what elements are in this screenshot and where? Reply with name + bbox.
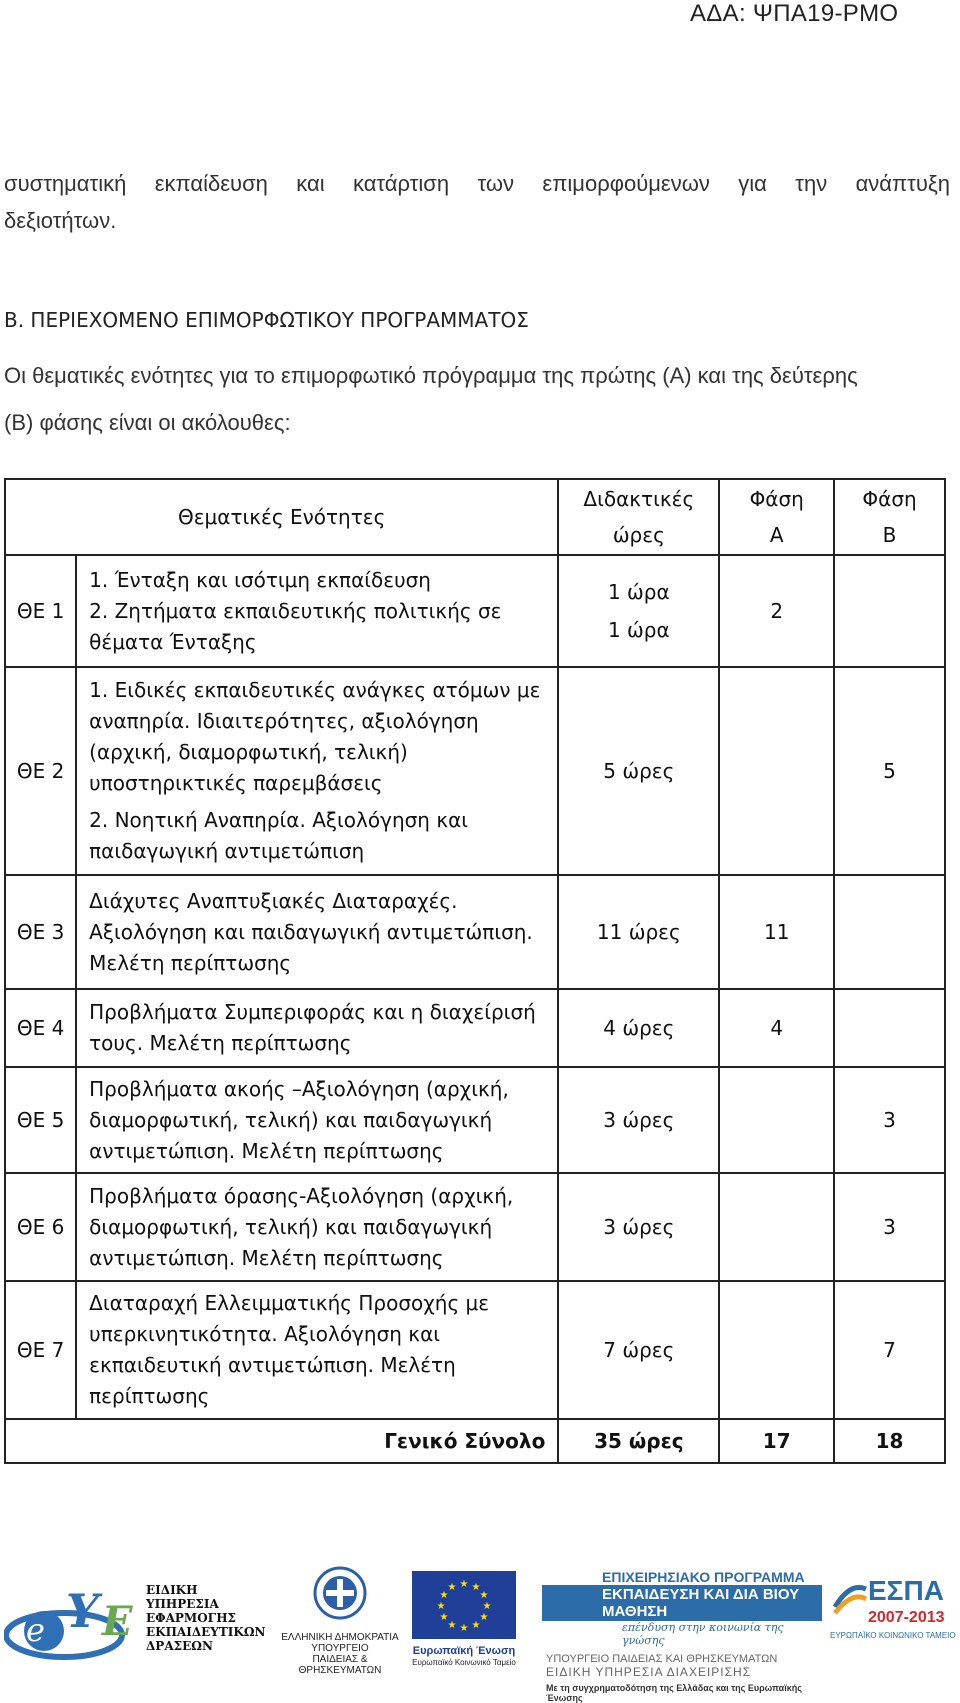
svg-text:★: ★ <box>459 1579 469 1590</box>
row-topics: Προβλήματα Συμπεριφοράς και η διαχείρισή τους. Μελέτη περίπτωσης <box>76 989 558 1067</box>
epek-text-line: ΥΠΟΥΡΓΕΙΟ ΠΑΙΔΕΙΑΣ ΚΑΙ ΘΡΗΣΚΕΥΜΑΤΩΝ <box>546 1653 778 1665</box>
espa-logo <box>830 1575 956 1655</box>
epek-text-line: επένδυση στην κοινωνία της γνώσης <box>622 1621 784 1647</box>
row-phase-a: 2 <box>719 555 834 667</box>
row-hours: 3 ώρες <box>558 1173 719 1281</box>
header-hours <box>558 479 719 555</box>
header-phase-b-line-1: Φάση <box>862 487 917 511</box>
row-hours: 3 ώρες <box>558 1067 719 1173</box>
eu-text-line: Ευρωπαϊκή Ένωση <box>412 1645 516 1657</box>
row-phase-a <box>719 1281 834 1419</box>
row-code: ΘΕ 3 <box>5 875 76 989</box>
row-hours: 7 ώρες <box>558 1281 719 1419</box>
row-phase-b <box>834 555 945 667</box>
row-phase-b: 3 <box>834 1067 945 1173</box>
row-topic: 1. Ένταξη και ισότιμη εκπαίδευση <box>89 567 431 592</box>
program-table <box>4 478 946 1464</box>
row-topic: 2. Νοητική Αναπηρία. Αξιολόγηση και παιδαγωγική αντιμετώπιση <box>89 808 469 863</box>
svg-text:★: ★ <box>439 1612 449 1623</box>
epek-text-line: ΕΚΠΑΙΔΕΥΣΗ ΚΑΙ ΔΙΑ ΒΙΟΥ ΜΑΘΗΣΗ <box>542 1585 822 1621</box>
svg-text:★: ★ <box>471 1582 481 1593</box>
row-phase-a <box>719 1173 834 1281</box>
row-phase-a: 4 <box>719 989 834 1067</box>
row-hours: 11 ώρες <box>558 875 719 989</box>
svg-text:★: ★ <box>436 1601 446 1612</box>
svg-text:★: ★ <box>479 1590 489 1601</box>
svg-text:★: ★ <box>439 1590 449 1601</box>
greek-seal-icon <box>270 1565 410 1621</box>
header-phase-a-line-2: Α <box>769 523 784 547</box>
row-phase-b: 3 <box>834 1173 945 1281</box>
row-code: ΘΕ 2 <box>5 667 76 875</box>
epek-text-line: ΕΠΙΧΕΙΡΗΣΙΑΚΟ ΠΡΟΓΡΑΜΜΑ <box>602 1569 805 1585</box>
row-code: ΘΕ 5 <box>5 1067 76 1173</box>
row-code: ΘΕ 1 <box>5 555 76 667</box>
header-phase-b <box>834 479 945 555</box>
ministry-text-line: ΠΑΙΔΕΙΑΣ & ΘΡΗΣΚΕΥΜΑΤΩΝ <box>298 1654 382 1676</box>
eye-text-line: ΕΚΠΑΙΔΕΥΤΙΚΩΝ <box>146 1625 266 1639</box>
row-phase-b: 5 <box>834 667 945 875</box>
row-topics: Διαταραχή Ελλειμματικής Προσοχής με υπερκινητικότητα. Αξιολόγηση και εκπαιδευτική αντιμετώπιση. Μελέτη περίπτωσης <box>76 1281 558 1419</box>
row-phase-a <box>719 1067 834 1173</box>
svg-text:e: e <box>26 1611 45 1649</box>
section-paragraph-line-2: (Β) φάσης είναι οι ακόλουθες: <box>4 410 291 435</box>
row-phase-b <box>834 989 945 1067</box>
header-phase-a-line-1: Φάση <box>749 487 804 511</box>
svg-text:★: ★ <box>482 1601 492 1612</box>
total-label: Γενικό Σύνολο <box>5 1419 558 1463</box>
epek-logo <box>542 1569 822 1703</box>
section-heading: Β. ΠΕΡΙΕΧΟΜΕΝΟ ΕΠΙΜΟΡΦΩΤΙΚΟΥ ΠΡΟΓΡΑΜΜΑΤΟΣ <box>4 308 529 332</box>
epek-text-line: Με τη συγχρηματοδότηση της Ελλάδας και της Ευρωπαϊκής Ένωσης <box>546 1683 802 1703</box>
section-paragraph-line-1: Οι θεματικές ενότητες για το επιμορφωτικό πρόγραμμα της πρώτης (Α) και της δεύτερης <box>4 363 858 388</box>
row-topic: 1. Ειδικές εκπαιδευτικές ανάγκες ατόμων με αναπηρία. Ιδιαιτερότητες, αξιολόγηση (αρχική, διαμορφωτική, τελική) υποστηρικτικές παρεμβάσεις <box>89 678 541 795</box>
row-topics: Προβλήματα όρασης-Αξιολόγηση (αρχική, διαμορφωτική, τελική) και παιδαγωγική αντιμετώπιση. Μελέτη περίπτωσης <box>76 1173 558 1281</box>
epek-text-line: ΕΙΔΙΚΗ ΥΠΗΡΕΣΙΑ ΔΙΑΧΕΙΡΙΣΗΣ <box>546 1665 752 1679</box>
row-phase-b <box>834 875 945 989</box>
espa-years: 2007-2013 <box>868 1609 945 1626</box>
row-hours: 5 ώρες <box>558 667 719 875</box>
eye-text-line: ΥΠΗΡΕΣΙΑ <box>146 1597 219 1611</box>
table-row <box>5 555 945 667</box>
row-phase-a: 11 <box>719 875 834 989</box>
table-row <box>5 1281 945 1419</box>
row-topics: Διάχυτες Αναπτυξιακές Διαταραχές. Αξιολόγηση και παιδαγωγική αντιμετώπιση. Μελέτη περίπτωσης <box>76 875 558 989</box>
total-hours: 35 ώρες <box>558 1419 719 1463</box>
eye-logo-icon <box>4 1565 144 1665</box>
row-code: ΘΕ 4 <box>5 989 76 1067</box>
row-topics <box>76 667 558 875</box>
svg-text:★: ★ <box>447 1620 457 1631</box>
eye-text-line: ΕΙΔΙΚΗ <box>146 1583 198 1597</box>
row-phase-b: 7 <box>834 1281 945 1419</box>
table-row <box>5 1173 945 1281</box>
header-phase-a <box>719 479 834 555</box>
ministry-text-line: ΥΠΟΥΡΓΕΙΟ <box>311 1643 369 1654</box>
svg-text:★: ★ <box>459 1623 469 1634</box>
table-row <box>5 989 945 1067</box>
table-header-row <box>5 479 945 555</box>
ministry-logo <box>270 1565 410 1676</box>
row-phase-a <box>719 667 834 875</box>
espa-swirl-icon <box>830 1577 870 1617</box>
intro-line-1: συστηματική εκπαίδευση και κατάρτιση των επιμορφούμενων για την ανάπτυξη <box>4 171 950 196</box>
row-topics <box>76 555 558 667</box>
row-code: ΘΕ 7 <box>5 1281 76 1419</box>
row-hours-value: 1 ώρα <box>607 618 670 642</box>
row-hours-value: 1 ώρα <box>607 580 670 604</box>
footer-logos <box>0 1555 960 1703</box>
table-row <box>5 875 945 989</box>
table-row <box>5 667 945 875</box>
header-hours-line-2: ώρες <box>612 523 665 547</box>
espa-title: ΕΣΠΑ <box>868 1575 944 1606</box>
eu-text-line: Ευρωπαϊκό Κοινωνικό Ταμείο <box>412 1658 516 1667</box>
espa-subtext: ΕΥΡΩΠΑΪΚΟ ΚΟΙΝΩΝΙΚΟ ΤΑΜΕΙΟ <box>830 1631 956 1640</box>
svg-text:★: ★ <box>479 1612 489 1623</box>
header-phase-b-line-2: Β <box>882 523 897 547</box>
total-phase-b: 18 <box>834 1419 945 1463</box>
eye-text-line: ΔΡΑΣΕΩΝ <box>146 1639 213 1653</box>
svg-text:Y: Y <box>66 1584 99 1638</box>
eu-logo <box>412 1571 522 1666</box>
header-hours-line-1: Διδακτικές <box>583 487 695 511</box>
table-total-row <box>5 1419 945 1463</box>
row-code: ΘΕ 6 <box>5 1173 76 1281</box>
header-topics: Θεματικές Ενότητες <box>5 479 558 555</box>
table-row <box>5 1067 945 1173</box>
svg-text:★: ★ <box>471 1620 481 1631</box>
ministry-text-line: ΕΛΛΗΝΙΚΗ ΔΗΜΟΚΡΑΤΙΑ <box>281 1632 399 1643</box>
eu-flag-icon <box>412 1571 516 1639</box>
section-paragraph <box>4 352 950 446</box>
svg-text:E: E <box>102 1598 133 1645</box>
eye-logo <box>4 1565 266 1670</box>
total-phase-a: 17 <box>719 1419 834 1463</box>
row-topics: Προβλήματα ακοής –Αξιολόγηση (αρχική, διαμορφωτική, τελική) και παιδαγωγική αντιμετώπιση. Μελέτη περίπτωσης <box>76 1067 558 1173</box>
svg-text:★: ★ <box>447 1582 457 1593</box>
row-hours: 4 ώρες <box>558 989 719 1067</box>
eye-text-line: ΕΦΑΡΜΟΓΗΣ <box>146 1611 237 1625</box>
row-topic: 2. Ζητήματα εκπαιδευτικής πολιτικής σε θέματα Ένταξης <box>89 598 502 654</box>
ada-code: ΑΔΑ: ΨΠΑ19-ΡΜΟ <box>690 0 899 27</box>
row-hours <box>558 555 719 667</box>
intro-line-2: δεξιοτήτων. <box>4 208 117 233</box>
